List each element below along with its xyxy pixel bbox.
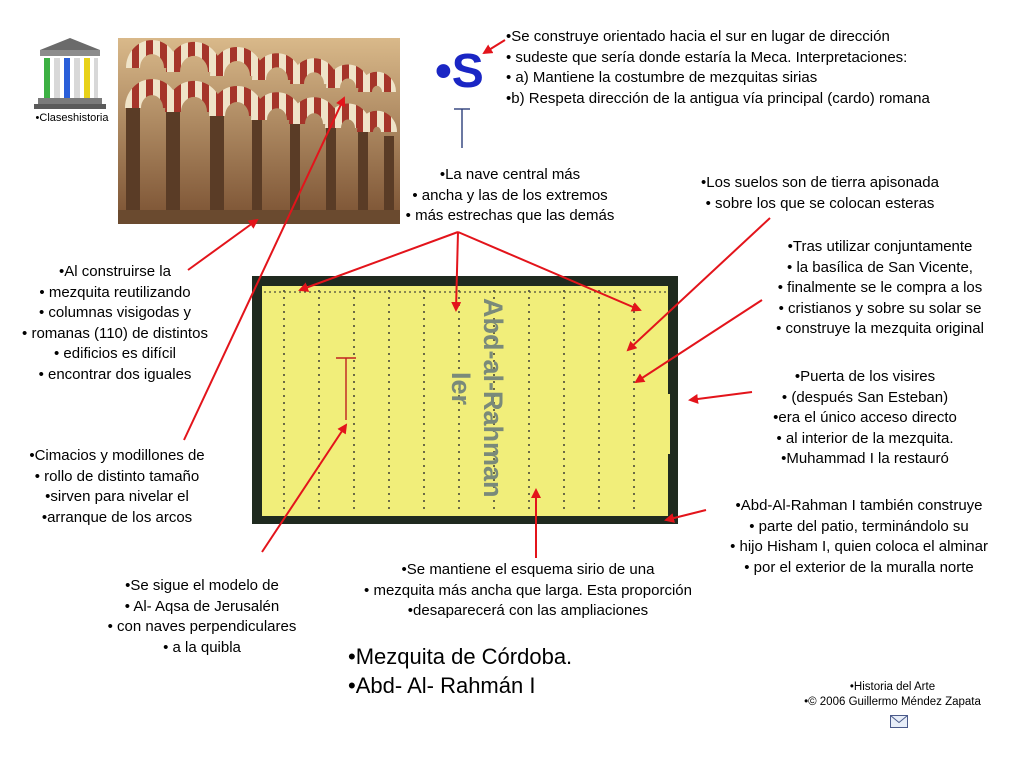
floors-note: •Los suelos son de tierra apisonada • sobre los que se colocan esteras	[701, 174, 939, 212]
mosque-arches-photo	[118, 38, 400, 224]
cimacios-note: •Cimacios y modillones de • rollo de distinto tamaño •sirven para nivelar el •arranque de los arcos	[29, 447, 205, 526]
syrian-scheme-note: •Se mantiene el esquema sirio de una • mezquita más ancha que larga. Esta proporción •desaparecerá con las ampliaciones	[364, 561, 692, 619]
plan-label-line1: Abd-al-Rahman	[478, 298, 508, 498]
credits: •Historia del Arte •© 2006 Guillermo Méndez Zapata	[804, 681, 981, 708]
mail-icon[interactable]	[890, 715, 908, 728]
photo-column	[326, 128, 336, 218]
aqsa-model-note: •Se sigue el modelo de • Al- Aqsa de Jerusalén • con naves perpendiculares • a la quibla	[107, 577, 297, 656]
columns-note: •Al construirse la • mezquita reutilizando • columnas visigodas y • romanas (110) de distintos • edificios es difícil • encontrar dos iguales	[22, 263, 208, 383]
gate-note: •Puerta de los visires • (después San Esteban) •era el único acceso directo • al interior de la mezquita. •Muhammad I la restauró	[773, 368, 957, 467]
plan-label-line2: Ier	[446, 372, 476, 406]
photo-column	[126, 108, 140, 218]
orientation-note: •Se construye orientado hacia el sur en lugar de dirección • sudeste que sería donde estaría la Meca. Interpretaciones: • a) Mantiene la costumbre de mezquitas sirias •b) Respeta dirección de la antigua vía principal (cardo) romana	[506, 28, 930, 107]
photo-column	[358, 132, 368, 218]
south-orientation-letter: •S	[435, 45, 484, 98]
photo-column	[210, 116, 224, 218]
photo-column	[252, 120, 262, 218]
basilica-note: •Tras utilizar conjuntamente • la basílica de San Vicente, • finalmente se le compra a los • cristianos y sobre su solar se • construye la mezquita original	[776, 238, 984, 337]
temple-logo-icon[interactable]	[30, 36, 110, 110]
photo-column	[290, 124, 300, 218]
logo-caption: •Claseshistoria	[35, 112, 109, 124]
courtyard-note: •Abd-Al-Rahman I también construye • parte del patio, terminándolo su • hijo Hisham I, quien coloca el alminar • por el exterior de la muralla norte	[730, 497, 988, 576]
page-title: •Mezquita de Córdoba. •Abd- Al- Rahmán I	[348, 644, 573, 698]
orientation-marker-top	[454, 109, 470, 148]
central-nave-note: •La nave central más • ancha y las de los extremos • más estrechas que las demás	[405, 166, 615, 224]
photo-column	[166, 112, 180, 218]
arrow-orientation	[484, 40, 505, 53]
arrow-gate	[690, 392, 752, 400]
mosque-floor-plan	[252, 276, 678, 524]
